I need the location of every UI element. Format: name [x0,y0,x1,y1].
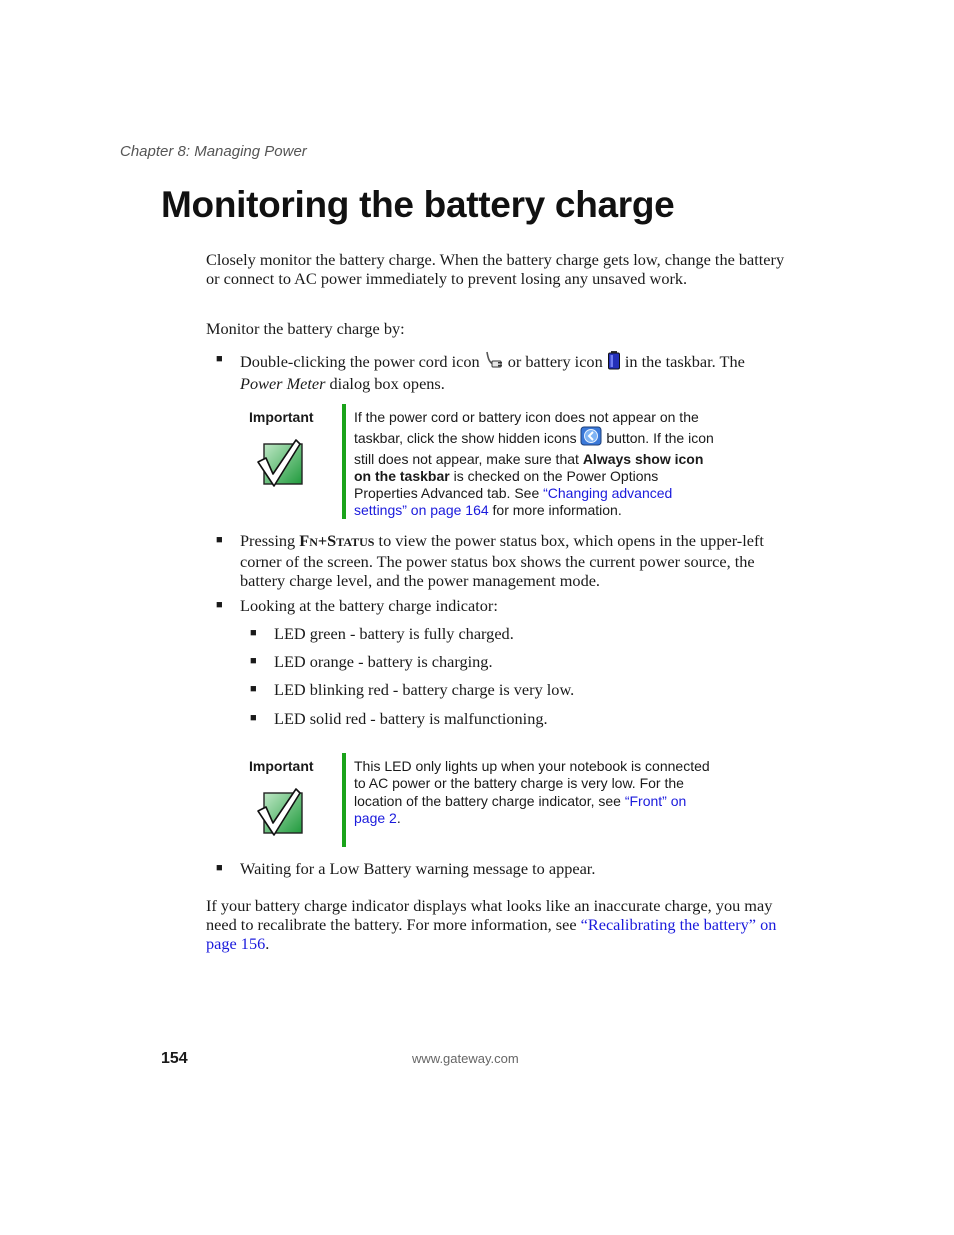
important-label: Important [249,758,314,774]
important-accent-bar [342,753,346,847]
recalibrating-battery-link[interactable]: “Recalibrating the battery” on page 156 [206,915,777,953]
fn-key-initial: F [299,531,310,550]
key-plus: + [317,531,328,550]
power-cord-icon [484,350,504,374]
bullet-marker: ■ [216,534,223,546]
checkmark-icon [254,436,306,488]
sub-bullet-marker: ■ [250,655,257,667]
checkmark-icon [254,785,306,837]
important-note-1 [354,409,716,520]
bullet-power-meter [240,350,790,393]
important1-text-4: for more information. [492,502,622,519]
status-key-initial: S [327,531,337,550]
bullet1-text-3: in the taskbar. The [624,352,745,371]
important1-text-3: is checked on the Power Options Properties Advanced tab. See [354,467,659,502]
sub-bullet-marker: ■ [250,627,257,639]
important1-text-1: If the power cord or battery icon does not appear on the taskbar, click the show hidden icons [354,409,699,447]
status-key-rest: TATUS [336,535,375,549]
intro-paragraph: Closely monitor the battery charge. When the battery charge gets low, change the battery or connect to AC power immediately to prevent losing any unsaved work. [206,250,785,288]
bullet1-text-4: dialog box opens. [329,374,445,393]
sub-bullet-led-green: LED green - battery is fully charged. [274,624,514,643]
important2-text-1: This LED only lights up when your notebook is connected to AC power or the battery charge is very low. For the location of the battery charge indicator, see [354,758,710,809]
changing-advanced-settings-link[interactable]: “Changing advanced settings” on page 164 [354,485,673,519]
monitor-by-text: Monitor the battery charge by: [206,319,405,338]
important-label: Important [249,409,314,425]
closing-paragraph [206,896,786,953]
closing-text: If your battery charge indicator displays what looks like an inaccurate charge, you may need to recalibrate the battery. For more information, see [206,896,773,934]
always-show-icon-option: Always show icon on the taskbar [354,450,704,484]
front-page-link[interactable]: “Front” on page 2 [354,792,687,826]
bullet2-prefix: Pressing [240,531,296,550]
bullet-charge-indicator: Looking at the battery charge indicator: [240,596,498,615]
page-number: 154 [161,1050,188,1067]
bullet-marker: ■ [216,862,223,874]
sub-bullet-led-blinking-red: LED blinking red - battery charge is very low. [274,680,575,699]
show-hidden-icons-icon [580,426,602,450]
bullet1-text-1: Double-clicking the power cord icon [240,352,480,371]
fn-key-rest: N [309,535,318,549]
bullet-low-battery-warning: Waiting for a Low Battery warning message to appear. [240,859,596,878]
important1-text-2: button. If the icon still does not appear, make sure that [354,430,714,467]
important-note-2 [354,758,716,827]
important2-text-2: . [396,809,401,826]
bullet-fn-status [240,531,790,590]
sub-bullet-led-solid-red: LED solid red - battery is malfunctioning. [274,709,548,728]
sub-bullet-marker: ■ [250,712,257,724]
sub-bullet-marker: ■ [250,683,257,695]
bullet-marker: ■ [216,353,223,365]
key-combination [299,531,374,550]
bullet2-text: to view the power status box, which opens in the upper-left corner of the screen. The power status box shows the current power source, the battery charge level, and the power management mode. [240,531,764,590]
battery-icon [607,350,621,374]
chapter-header: Chapter 8: Managing Power [120,143,307,160]
important-accent-bar [342,404,346,519]
closing-end: . [265,934,270,953]
sub-bullet-led-orange: LED orange - battery is charging. [274,652,493,671]
power-meter-dialog-name: Power Meter [240,374,326,393]
bullet1-text-2: or battery icon [507,352,603,371]
footer-url: www.gateway.com [412,1051,519,1066]
page-title: Monitoring the battery charge [161,184,675,225]
bullet-marker: ■ [216,599,223,611]
